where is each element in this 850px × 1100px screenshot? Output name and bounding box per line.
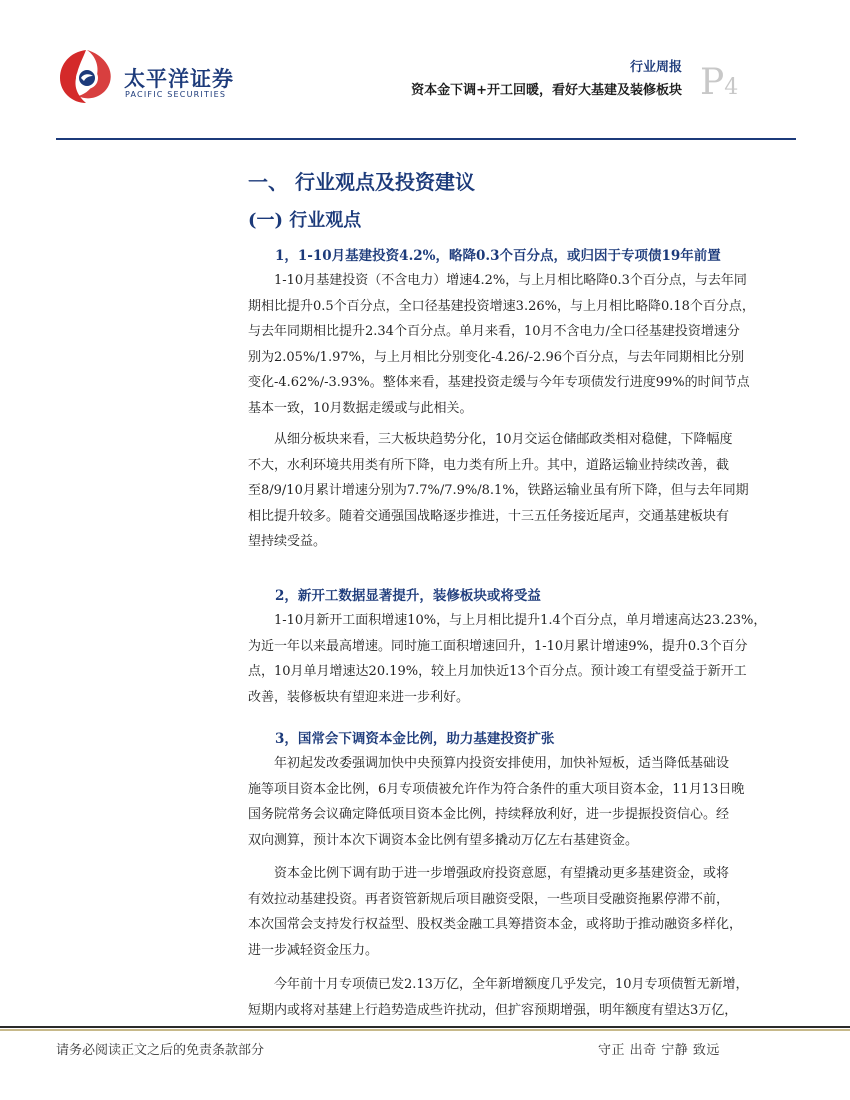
text-line: 至8/9/10月累计增速分别为7.7%/7.9%/8.1%，铁路运输业虽有所下降，但与去年同期	[248, 483, 749, 499]
point-3-heading: 3，国常会下调资本金比例，助力基建投资扩张	[275, 731, 555, 747]
text-line: 基本一致，10月数据走缓或与此相关。	[248, 400, 473, 416]
page-header	[0, 0, 850, 142]
section-heading-1: 一、 行业观点及投资建议	[248, 170, 475, 194]
text-line: 相比提升较多。随着交通强国战略逐步推进，十三五任务接近尾声，交通基建板块有	[248, 508, 730, 524]
text-line: 国务院常务会议确定降低项目资本金比例，持续释放利好，进一步提振投资信心。经	[248, 807, 730, 823]
point-2-paragraph-1	[248, 608, 788, 710]
header-divider	[56, 138, 796, 140]
text-line: 与去年同期相比提升2.34个百分点。单月来看，10月不含电力/全口径基建投资增速分	[248, 324, 740, 340]
text-line: 1-10月新开工面积增速10%，与上月相比提升1.4个百分点，单月增速高达23.23%，	[274, 613, 767, 628]
text-line: 进一步减轻资金压力。	[248, 942, 379, 958]
text-line: 期相比提升0.5个百分点，全口径基建投资增速3.26%，与上月相比略降0.18个百分点，	[248, 298, 755, 314]
text-line: 从细分板块来看，三大板块趋势分化，10月交运仓储邮政类相对稳健，下降幅度	[274, 432, 733, 447]
page-digit: 4	[724, 75, 739, 100]
report-title: 资本金下调+开工回暖，看好大基建及装修板块	[411, 83, 682, 98]
text-line: 双向测算，预计本次下调资本金比例有望多撬动万亿左右基建资金。	[248, 832, 639, 848]
brand-name-cn: 太平洋证券	[124, 67, 234, 91]
text-line: 点，10月单月增速达20.19%，较上月加快近13个百分点。预计竣工有望受益于新开工	[248, 664, 747, 680]
text-line: 改善，装修板块有望迎来进一步利好。	[248, 689, 470, 705]
footer-motto: 守正 出奇 宁静 致远	[598, 1043, 720, 1058]
text-line: 年初起发改委强调加快中央预算内投资安排使用，加快补短板，适当降低基础设	[274, 756, 730, 771]
text-line: 1-10月基建投资（不含电力）增速4.2%，与上月相比略降0.3个百分点，与去年同	[274, 273, 747, 288]
subsection-heading: (一) 行业观点	[248, 210, 362, 231]
footer-divider-gold	[0, 1029, 850, 1031]
text-line: 施等项目资本金比例，6月专项债被允许作为符合条件的重大项目资本金，11月13日晚	[248, 781, 745, 797]
footer-disclaimer: 请务必阅读正文之后的免责条款部分	[56, 1043, 265, 1058]
text-line: 别为2.05%/1.97%，与上月相比分别变化-4.26/-2.96个百分点，与去年同期相比分别	[248, 349, 745, 365]
point-3-paragraph-2	[248, 861, 788, 963]
point-1-heading: 1，1-10月基建投资4.2%，略降0.3个百分点，或归因于专项债19年前置	[275, 248, 721, 264]
point-3-paragraph-3	[248, 972, 788, 1023]
text-line: 望持续受益。	[248, 534, 327, 550]
point-1-paragraph-1	[248, 268, 788, 422]
footer-divider-dark	[0, 1026, 850, 1028]
report-type: 行业周报	[629, 60, 682, 75]
brand-name-en: PACIFIC SECURITIES	[125, 90, 227, 99]
point-1-paragraph-2	[248, 427, 788, 555]
text-line: 资本金比例下调有助于进一步增强政府投资意愿，有望撬动更多基建资金，或将	[274, 866, 730, 881]
page-prefix: P	[700, 62, 725, 103]
text-line: 不大，水利环境共用类有所下降，电力类有所上升。其中，道路运输业持续改善，截	[248, 457, 730, 473]
page-number	[700, 62, 738, 103]
text-line: 有效拉动基建投资。再者资管新规后项目融资受限，一些项目受融资拖累停滞不前，	[248, 891, 730, 907]
text-line: 今年前十月专项债已发2.13万亿，全年新增额度几乎发完，10月专项债暂无新增，	[274, 977, 749, 992]
pacific-securities-logo-icon	[56, 46, 116, 106]
text-line: 变化-4.62%/-3.93%。整体来看，基建投资走缓与今年专项债发行进度99%的时间节点	[248, 375, 750, 391]
text-line: 短期内或将对基建上行趋势造成些许扰动，但扩容预期增强，明年额度有望达3万亿，	[248, 1002, 738, 1018]
text-line: 本次国常会支持发行权益型、股权类金融工具筹措资本金，或将助于推动融资多样化，	[248, 917, 743, 933]
point-2-heading: 2，新开工数据显著提升，装修板块或将受益	[275, 588, 541, 604]
point-3-paragraph-1	[248, 751, 788, 853]
text-line: 为近一年以来最高增速。同时施工面积增速回升，1-10月累计增速9%，提升0.3个百分	[248, 638, 748, 654]
